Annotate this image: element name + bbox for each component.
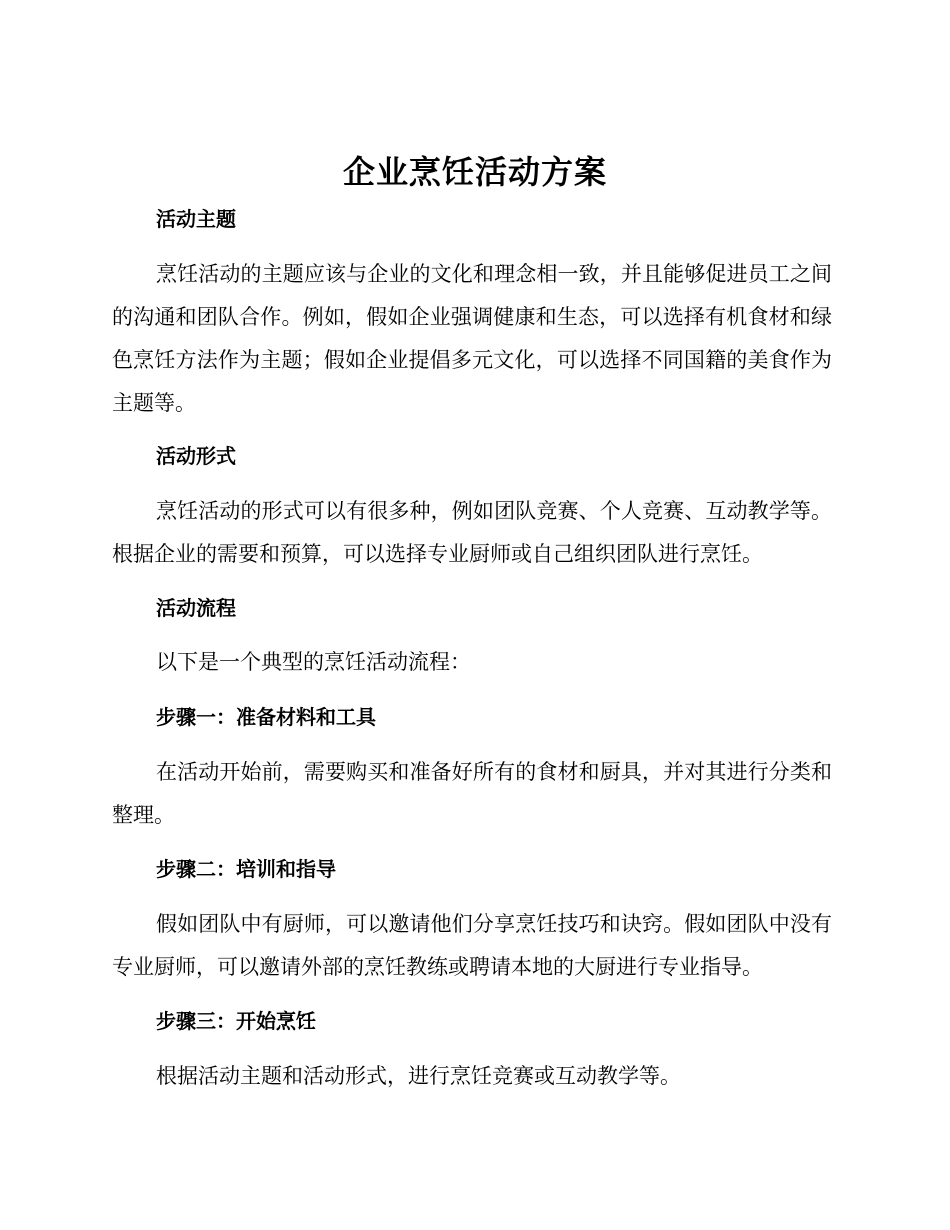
section-paragraph-step-two: 假如团队中有厨师，可以邀请他们分享烹饪技巧和诀窍。假如团队中没有专业厨师，可以邀请外部的烹饪教练或聘请本地的大厨进行专业指导。 xyxy=(112,912,832,979)
section-paragraph-theme: 烹饪活动的主题应该与企业的文化和理念相一致，并且能够促进员工之间的沟通和团队合作。例如，假如企业强调健康和生态，可以选择有机食材和绿色烹饪方法作为主题；假如企业提倡多元文化，可以选择不同国籍的美食作为主题等。 xyxy=(112,262,832,415)
section-heading-process: 活动流程 xyxy=(156,596,236,620)
section-heading-theme: 活动主题 xyxy=(156,207,236,231)
section-heading-step-two: 步骤二：培训和指导 xyxy=(156,857,336,881)
section-paragraph-process: 以下是一个典型的烹饪活动流程： xyxy=(156,650,471,674)
section-heading-step-one: 步骤一：准备材料和工具 xyxy=(156,705,376,729)
document-title: 企业烹饪活动方案 xyxy=(342,153,607,191)
section-paragraph-step-one: 在活动开始前，需要购买和准备好所有的食材和厨具，并对其进行分类和整理。 xyxy=(112,760,832,827)
section-heading-format: 活动形式 xyxy=(156,444,236,468)
section-paragraph-format: 烹饪活动的形式可以有很多种，例如团队竞赛、个人竞赛、互动教学等。根据企业的需要和预算，可以选择专业厨师或自己组织团队进行烹饪。 xyxy=(112,499,832,566)
section-paragraph-step-three: 根据活动主题和活动形式，进行烹饪竞赛或互动教学等。 xyxy=(156,1064,681,1088)
section-heading-step-three: 步骤三：开始烹饪 xyxy=(156,1009,316,1033)
